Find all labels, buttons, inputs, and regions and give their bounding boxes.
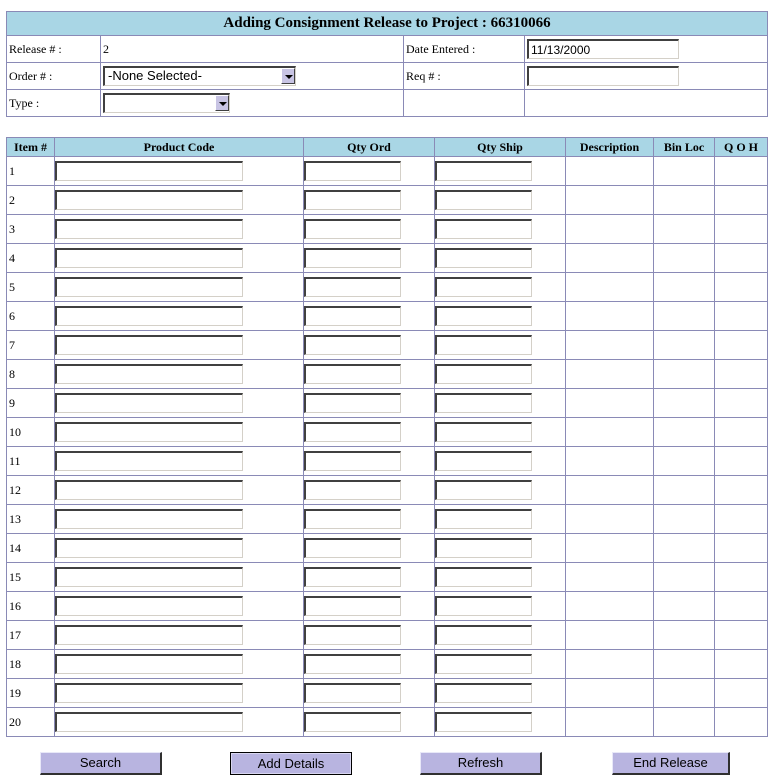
qty-ord-input[interactable] [304, 567, 401, 587]
qty-ship-input[interactable] [435, 712, 532, 732]
qty-ship-cell [435, 505, 566, 534]
release-items-table [6, 137, 768, 737]
item-number: 11 [7, 447, 55, 476]
description-cell [566, 476, 654, 505]
column-header-qty-ship: Qty Ship [435, 138, 566, 157]
qty-ship-input[interactable] [435, 567, 532, 587]
product-code-input[interactable] [55, 567, 243, 587]
bin-loc-cell [654, 563, 715, 592]
qoh-cell [715, 534, 768, 563]
qty-ship-input[interactable] [435, 683, 532, 703]
description-cell [566, 563, 654, 592]
qty-ship-input[interactable] [435, 596, 532, 616]
qty-ord-input[interactable] [304, 654, 401, 674]
product-code-input[interactable] [55, 306, 243, 326]
qoh-cell [715, 563, 768, 592]
qty-ord-input[interactable] [304, 161, 401, 181]
description-cell [566, 186, 654, 215]
bin-loc-cell [654, 592, 715, 621]
item-number: 20 [7, 708, 55, 737]
item-number: 3 [7, 215, 55, 244]
qty-ship-cell [435, 186, 566, 215]
product-code-cell [55, 273, 304, 302]
item-number: 13 [7, 505, 55, 534]
qoh-cell [715, 186, 768, 215]
qty-ord-cell [304, 273, 435, 302]
item-number: 15 [7, 563, 55, 592]
item-number: 8 [7, 360, 55, 389]
qty-ship-input[interactable] [435, 364, 532, 384]
bin-loc-cell [654, 186, 715, 215]
table-row [7, 360, 768, 389]
qty-ship-input[interactable] [435, 393, 532, 413]
description-cell [566, 302, 654, 331]
table-row [7, 476, 768, 505]
qty-ord-input[interactable] [304, 538, 401, 558]
product-code-cell [55, 592, 304, 621]
product-code-input[interactable] [55, 161, 243, 181]
product-code-cell [55, 534, 304, 563]
qty-ord-cell [304, 215, 435, 244]
release-header-form [6, 11, 768, 117]
qty-ord-cell [304, 621, 435, 650]
page-title: Adding Consignment Release to Project : 66310066 [7, 12, 768, 36]
product-code-input[interactable] [55, 538, 243, 558]
description-cell [566, 418, 654, 447]
item-number: 19 [7, 679, 55, 708]
product-code-input[interactable] [55, 596, 243, 616]
bin-loc-cell [654, 534, 715, 563]
qoh-cell [715, 418, 768, 447]
table-row [7, 273, 768, 302]
product-code-input[interactable] [55, 509, 243, 529]
table-row [7, 534, 768, 563]
bin-loc-cell [654, 215, 715, 244]
qoh-cell [715, 273, 768, 302]
product-code-input[interactable] [55, 335, 243, 355]
table-row [7, 331, 768, 360]
qty-ship-cell [435, 360, 566, 389]
qty-ship-cell [435, 389, 566, 418]
product-code-input[interactable] [55, 190, 243, 210]
qty-ord-input[interactable] [304, 480, 401, 500]
qty-ord-cell [304, 563, 435, 592]
description-cell [566, 244, 654, 273]
table-row [7, 592, 768, 621]
table-row [7, 679, 768, 708]
qoh-cell [715, 302, 768, 331]
end-release-button[interactable]: End Release [612, 752, 730, 775]
product-code-input[interactable] [55, 393, 243, 413]
qty-ord-input[interactable] [304, 306, 401, 326]
description-cell [566, 708, 654, 737]
order-number-select[interactable] [103, 66, 296, 86]
product-code-input[interactable] [55, 683, 243, 703]
table-header-row [7, 138, 768, 157]
table-row [7, 215, 768, 244]
item-number: 17 [7, 621, 55, 650]
type-select[interactable] [103, 93, 230, 113]
qty-ord-cell [304, 534, 435, 563]
qty-ord-cell [304, 302, 435, 331]
item-number: 9 [7, 389, 55, 418]
table-row [7, 302, 768, 331]
product-code-cell [55, 360, 304, 389]
qty-ord-cell [304, 447, 435, 476]
qty-ship-input[interactable] [435, 654, 532, 674]
order-number-label: Order # : [9, 68, 53, 83]
bin-loc-cell [654, 679, 715, 708]
qoh-cell [715, 389, 768, 418]
table-row [7, 244, 768, 273]
qty-ord-cell [304, 157, 435, 186]
bin-loc-cell [654, 389, 715, 418]
qty-ship-input[interactable] [435, 219, 532, 239]
product-code-cell [55, 331, 304, 360]
qty-ord-cell [304, 244, 435, 273]
date-entered-label: Date Entered : [406, 41, 476, 56]
description-cell [566, 534, 654, 563]
qty-ord-cell [304, 476, 435, 505]
qty-ship-cell [435, 534, 566, 563]
qty-ord-input[interactable] [304, 422, 401, 442]
product-code-input[interactable] [55, 248, 243, 268]
release-number-label: Release # : [9, 41, 62, 56]
description-cell [566, 157, 654, 186]
qty-ord-input[interactable] [304, 219, 401, 239]
qty-ship-cell [435, 302, 566, 331]
qty-ship-input[interactable] [435, 509, 532, 529]
qty-ord-cell [304, 360, 435, 389]
table-row [7, 505, 768, 534]
description-cell [566, 331, 654, 360]
bin-loc-cell [654, 331, 715, 360]
qoh-cell [715, 331, 768, 360]
chevron-down-icon[interactable] [281, 68, 295, 84]
qty-ord-input[interactable] [304, 335, 401, 355]
column-header-qoh: Q O H [715, 138, 768, 157]
qty-ship-cell [435, 621, 566, 650]
qty-ship-cell [435, 273, 566, 302]
description-cell [566, 592, 654, 621]
qoh-cell [715, 650, 768, 679]
qty-ord-cell [304, 708, 435, 737]
qty-ship-input[interactable] [435, 422, 532, 442]
qty-ord-cell [304, 331, 435, 360]
search-button[interactable]: Search [40, 752, 162, 775]
qty-ship-input[interactable] [435, 480, 532, 500]
qty-ord-cell [304, 505, 435, 534]
release-number-value: 2 [103, 41, 109, 56]
product-code-cell [55, 476, 304, 505]
qty-ord-cell [304, 592, 435, 621]
product-code-input[interactable] [55, 422, 243, 442]
qty-ord-cell [304, 679, 435, 708]
item-number: 6 [7, 302, 55, 331]
description-cell [566, 679, 654, 708]
qty-ord-cell [304, 650, 435, 679]
description-cell [566, 505, 654, 534]
item-number: 5 [7, 273, 55, 302]
item-number: 1 [7, 157, 55, 186]
qty-ord-input[interactable] [304, 509, 401, 529]
qty-ship-cell [435, 215, 566, 244]
table-row [7, 157, 768, 186]
qty-ord-input[interactable] [304, 277, 401, 297]
qty-ship-cell [435, 708, 566, 737]
table-row [7, 621, 768, 650]
qty-ship-input[interactable] [435, 538, 532, 558]
qty-ship-input[interactable] [435, 248, 532, 268]
product-code-input[interactable] [55, 625, 243, 645]
product-code-input[interactable] [55, 277, 243, 297]
item-number: 14 [7, 534, 55, 563]
qoh-cell [715, 215, 768, 244]
qty-ship-cell [435, 418, 566, 447]
qty-ord-cell [304, 418, 435, 447]
qoh-cell [715, 708, 768, 737]
bin-loc-cell [654, 650, 715, 679]
qty-ship-input[interactable] [435, 625, 532, 645]
bin-loc-cell [654, 447, 715, 476]
order-number-selected: -None Selected- [108, 68, 202, 83]
product-code-cell [55, 418, 304, 447]
qty-ship-input[interactable] [435, 161, 532, 181]
qty-ord-cell [304, 389, 435, 418]
qty-ord-input[interactable] [304, 625, 401, 645]
qty-ship-cell [435, 331, 566, 360]
product-code-cell [55, 244, 304, 273]
column-header-bin-loc: Bin Loc [654, 138, 715, 157]
description-cell [566, 273, 654, 302]
product-code-cell [55, 157, 304, 186]
product-code-cell [55, 621, 304, 650]
qty-ship-cell [435, 563, 566, 592]
description-cell [566, 389, 654, 418]
bin-loc-cell [654, 302, 715, 331]
table-row [7, 418, 768, 447]
qoh-cell [715, 447, 768, 476]
qoh-cell [715, 505, 768, 534]
product-code-cell [55, 650, 304, 679]
product-code-cell [55, 389, 304, 418]
description-cell [566, 215, 654, 244]
req-number-input[interactable] [527, 66, 679, 86]
product-code-cell [55, 186, 304, 215]
type-label: Type : [9, 95, 40, 110]
item-number: 4 [7, 244, 55, 273]
table-row [7, 708, 768, 737]
qty-ship-input[interactable] [435, 335, 532, 355]
qty-ord-cell [304, 186, 435, 215]
bin-loc-cell [654, 244, 715, 273]
refresh-button[interactable]: Refresh [420, 752, 542, 775]
req-number-label: Req # : [406, 68, 441, 83]
table-row [7, 447, 768, 476]
qty-ship-cell [435, 679, 566, 708]
column-header-description: Description [566, 138, 654, 157]
qty-ord-input[interactable] [304, 248, 401, 268]
bin-loc-cell [654, 418, 715, 447]
qty-ship-input[interactable] [435, 306, 532, 326]
qty-ord-input[interactable] [304, 190, 401, 210]
column-header-item: Item # [7, 138, 55, 157]
qty-ord-input[interactable] [304, 451, 401, 471]
product-code-input[interactable] [55, 712, 243, 732]
product-code-cell [55, 302, 304, 331]
qoh-cell [715, 592, 768, 621]
product-code-input[interactable] [55, 654, 243, 674]
qty-ord-input[interactable] [304, 712, 401, 732]
empty-cell [525, 90, 768, 117]
qty-ship-cell [435, 157, 566, 186]
empty-cell [404, 90, 525, 117]
qty-ship-input[interactable] [435, 190, 532, 210]
qty-ship-cell [435, 447, 566, 476]
description-cell [566, 447, 654, 476]
chevron-down-icon[interactable] [215, 95, 229, 111]
qty-ord-input[interactable] [304, 393, 401, 413]
add-details-button[interactable]: Add Details [230, 752, 352, 775]
qoh-cell [715, 621, 768, 650]
product-code-cell [55, 679, 304, 708]
description-cell [566, 360, 654, 389]
product-code-cell [55, 505, 304, 534]
table-row [7, 186, 768, 215]
qty-ship-cell [435, 476, 566, 505]
qoh-cell [715, 476, 768, 505]
product-code-cell [55, 215, 304, 244]
column-header-qty-ord: Qty Ord [304, 138, 435, 157]
product-code-input[interactable] [55, 480, 243, 500]
product-code-cell [55, 563, 304, 592]
column-header-product-code: Product Code [55, 138, 304, 157]
table-row [7, 650, 768, 679]
product-code-input[interactable] [55, 364, 243, 384]
qty-ord-input[interactable] [304, 364, 401, 384]
item-number: 2 [7, 186, 55, 215]
bin-loc-cell [654, 157, 715, 186]
qty-ship-input[interactable] [435, 277, 532, 297]
product-code-input[interactable] [55, 219, 243, 239]
qty-ship-cell [435, 244, 566, 273]
table-row [7, 389, 768, 418]
item-number: 16 [7, 592, 55, 621]
table-row [7, 563, 768, 592]
item-number: 12 [7, 476, 55, 505]
bin-loc-cell [654, 273, 715, 302]
qoh-cell [715, 679, 768, 708]
qty-ship-input[interactable] [435, 451, 532, 471]
qoh-cell [715, 244, 768, 273]
product-code-input[interactable] [55, 451, 243, 471]
bin-loc-cell [654, 505, 715, 534]
item-number: 18 [7, 650, 55, 679]
qty-ord-input[interactable] [304, 683, 401, 703]
qoh-cell [715, 360, 768, 389]
qty-ord-input[interactable] [304, 596, 401, 616]
description-cell [566, 650, 654, 679]
date-entered-input[interactable] [527, 39, 679, 59]
bin-loc-cell [654, 476, 715, 505]
bin-loc-cell [654, 708, 715, 737]
qoh-cell [715, 157, 768, 186]
qty-ship-cell [435, 592, 566, 621]
qty-ship-cell [435, 650, 566, 679]
bin-loc-cell [654, 621, 715, 650]
item-number: 10 [7, 418, 55, 447]
product-code-cell [55, 447, 304, 476]
item-number: 7 [7, 331, 55, 360]
bin-loc-cell [654, 360, 715, 389]
product-code-cell [55, 708, 304, 737]
description-cell [566, 621, 654, 650]
